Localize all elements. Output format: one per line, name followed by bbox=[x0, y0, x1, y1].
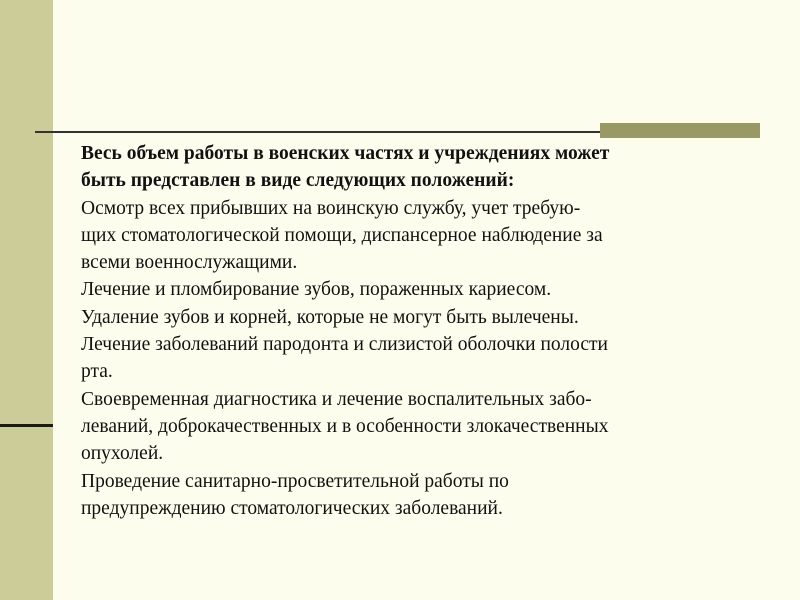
item-5-line-3: опухолей. bbox=[81, 443, 164, 465]
item-5-line-2: леваний, доброкачественных и в особенности злокачественных bbox=[81, 415, 609, 437]
item-1-line-2: щих стоматологической помощи, диспансерное наблюдение за bbox=[81, 224, 603, 246]
slide-lead-line-2: быть представлен в виде следующих положений: bbox=[81, 170, 515, 192]
item-1-line-1: Осмотр всех прибывших на воинскую службу, учет требую- bbox=[81, 197, 581, 219]
item-6-line-2: предупреждению стоматологических заболеваний. bbox=[81, 497, 503, 519]
top-accent-block bbox=[600, 123, 760, 138]
item-1-line-3: всеми военнослужащими. bbox=[81, 252, 298, 274]
item-6-line-1: Проведение санитарно-просветительной работы по bbox=[81, 470, 509, 492]
item-5-line-1: Своевременная диагностика и лечение воспалительных забо- bbox=[81, 388, 592, 410]
slide-lead-line-1: Весь объем работы в военских частях и учреждениях может bbox=[81, 143, 610, 164]
item-4-line-1: Лечение заболеваний пародонта и слизистой оболочки полости bbox=[81, 334, 608, 356]
slide-body bbox=[81, 140, 761, 522]
item-3-line-1: Удаление зубов и корней, которые не могут быть вылечены. bbox=[81, 306, 579, 328]
left-decorative-bar bbox=[0, 0, 53, 600]
left-bar-divider bbox=[0, 424, 53, 427]
item-4-line-2: рта. bbox=[81, 361, 113, 383]
item-2-line-1: Лечение и пломбирование зубов, пораженных кариесом. bbox=[81, 279, 552, 301]
